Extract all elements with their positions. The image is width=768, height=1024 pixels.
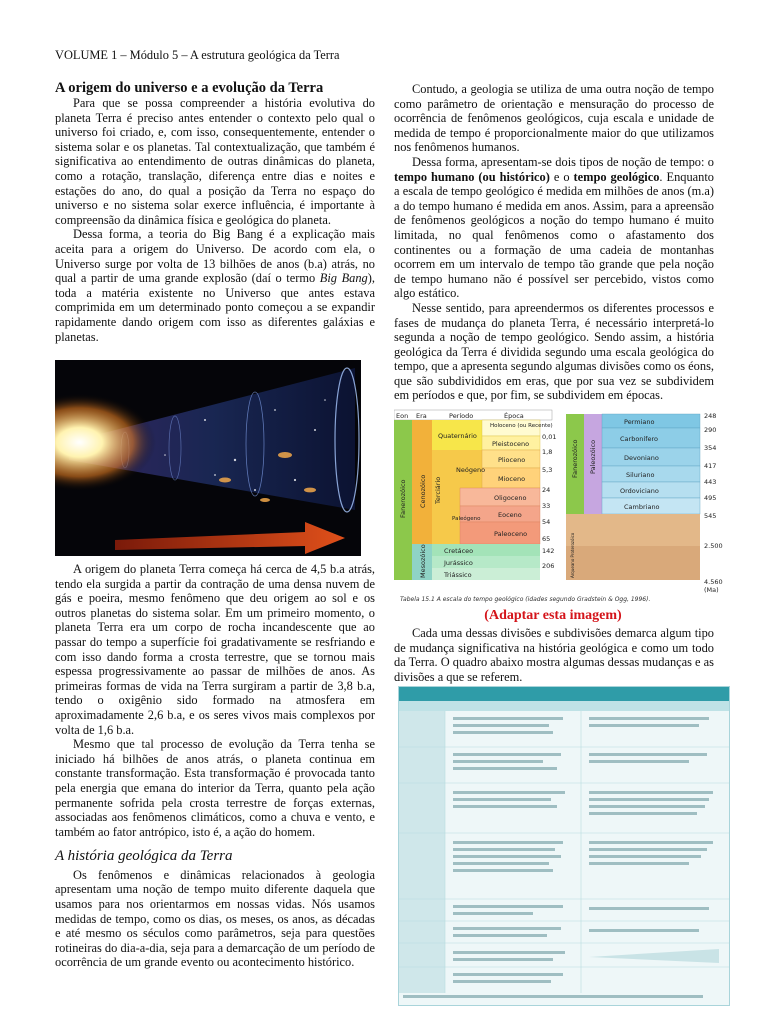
age-label: 54 xyxy=(542,518,551,526)
age-label: 545 xyxy=(704,512,717,520)
period-ordovician: Ordoviciano xyxy=(620,487,659,495)
period-carboniferous: Carbonífero xyxy=(620,435,659,443)
epoch-miocene: Mioceno xyxy=(498,475,526,483)
section-title-geologic-history: A história geológica da Terra xyxy=(55,848,233,865)
age-label: 417 xyxy=(704,462,717,470)
epoch-holocene: Holoceno (ou Recente) xyxy=(490,423,553,429)
left-column xyxy=(55,96,375,344)
left-column-lower xyxy=(55,562,375,970)
geologic-time-table xyxy=(394,408,734,604)
adapt-image-note: (Adaptar esta imagem) xyxy=(484,608,622,623)
table-caption: Tabela 15.1 A escala do tempo geológico (idades segundo Gradstein & Ogg, 1996). xyxy=(400,596,651,603)
paragraph-time-types: Dessa forma, apresentam-se dois tipos de noção de tempo: o tempo humano (ou histórico) e o tempo geológico. Enquanto a escala de tempo geológico é medida em milhões de anos (m.a) a do tempo humano é medida em anos. Assim, para a apreensão de fenômenos geológicos a noção do tempo humano é muito limitada, no qual fenômenos como o afastamento dos continentes ou a formação de uma cadeia de montanhas ocorrem em um intervalo de tempo tão grande que pela noção de tempo humano não é possível ser percebido, vistos como algo estático. xyxy=(394,154,714,301)
age-label: 495 xyxy=(704,494,717,502)
period-devonian: Devoniano xyxy=(624,454,659,462)
paragraph-big-bang: Dessa forma, a teoria do Big Bang é a explicação mais aceita para a origem do Universo. De acordo com ela, o Universo surge por volta de 13 bilhões de anos (b.a) atrás, no qual a partir de uma grande explosão (daí o termo Big Bang), toda a matéria existente no Universo que antes estava comprimida em um determinado ponto começou a se expandir rapidamente dando origem com isso as diferentes galáxias e planetas. xyxy=(55,227,375,344)
precambrian-label: Arqueano Proterozóico xyxy=(570,532,575,578)
paragraph: Cada uma dessas divisões e subdivisões demarca algum tipo de mudança significativa na história geológica e como um todo da Terra. O quadro abaixo mostra algumas dessas mudanças e as divisões a que se referem. xyxy=(394,626,714,684)
epoch-oligocene: Oligoceno xyxy=(494,494,527,502)
era-cenozoic: Cenozóico xyxy=(419,474,427,508)
epoch-pleistocene: Pleistoceno xyxy=(492,440,530,448)
eon-right-label: Fanerozóico xyxy=(571,439,579,478)
right-column-lower xyxy=(394,626,714,684)
geologic-eras-summary-table xyxy=(398,686,730,1006)
era-mesozoic: Mesozóico xyxy=(419,544,427,578)
period-neogene: Neógeno xyxy=(456,466,486,474)
right-column xyxy=(394,52,714,403)
paragraph: Contudo, a geologia se utiliza de uma outra noção de tempo como parâmetro de orientação e mensuração do processo de ocorrência de fenômenos geológicos, cuja escala e unidade de medida de tempo é proporcionalmente maior do que utilizamos nos fenômenos humanos. xyxy=(394,82,714,155)
period-quaternary: Quaternário xyxy=(438,432,477,440)
paragraph: A origem do planeta Terra começa há cerca de 4,5 b.a atrás, tendo ela surgida a partir da contração de uma densa nuvem de gás e poeira, mesmo fenômeno que deu origem ao sol e os outros planetas do sistema solar. Em um primeiro momento, o planeta Terra era um corpo de rocha incandescente que ao passar do tempo a superfície foi gradativamente se resfriando e com isso dando forma a crosta terrestre, que se tornou mais espessa progressivamente ao passar de milhões de anos. As primeiras formas de vida na Terra surgiram a partir de 3,8 b.a, tendo o oxigênio sido formado na atmosfera em aproximadamente 2,6 b.a, e os seres vivos mais complexos por volta de 1,6 b.a. xyxy=(55,562,375,737)
paragraph: Para que se possa compreender a história evolutiva do planeta Terra é preciso antes entender o contexto pelo qual o universo foi criado, e, com isso, consequentemente, entender o sistema solar e os planetas. Tal contextualização, que também é significativa ao entendimento de outras dinâmicas do planeta, como a rotação, translação, diferença entre dias e noites e estações do ano, do qual a posição da Terra no espaço do universo e no sistema solar exerce influência, é importante à compreensão da dinâmica física e geológica do planeta. xyxy=(55,96,375,227)
epoch-pliocene: Plioceno xyxy=(498,456,526,464)
epoch-eocene: Eoceno xyxy=(498,511,522,519)
period-silurian: Siluriano xyxy=(626,471,655,479)
age-label: 443 xyxy=(704,478,717,486)
paragraph: Mesmo que tal processo de evolução da Terra tenha se iniciado há bilhões de anos atrás, o planeta continua em constante transformação. Esta transformação é provocada tanto pela energia que emana do interior da Terra, quanto pela ação permanente sofrida pela crosta terrestre de forças externas, associadas aos fenômenos climáticos, como a chuva e vento, e também ao fator antrópico, isto é, a ação do homem. xyxy=(55,737,375,839)
header-period: Período xyxy=(449,412,474,420)
age-label: 354 xyxy=(704,444,717,452)
age-label: 65 xyxy=(542,535,551,543)
eon-label: Fanerozóico xyxy=(399,479,407,518)
age-label: 5,3 xyxy=(542,466,553,474)
age-label: 290 xyxy=(704,426,717,434)
period-cretaceous: Cretáceo xyxy=(444,547,474,555)
age-label: 206 xyxy=(542,562,555,570)
epoch-paleocene: Paleoceno xyxy=(494,530,528,538)
age-label: 24 xyxy=(542,486,551,494)
period-permian: Permiano xyxy=(624,418,655,426)
age-label: 0,01 xyxy=(542,433,557,441)
era-paleozoic: Paleozóico xyxy=(589,439,597,474)
period-triassic: Triássico xyxy=(444,571,472,579)
age-label: 142 xyxy=(542,547,555,555)
header-era: Era xyxy=(416,412,427,420)
big-bang-illustration xyxy=(55,360,361,556)
age-label: 248 xyxy=(704,412,717,420)
header-eon: Eon xyxy=(396,412,409,420)
age-label: 1,8 xyxy=(542,448,553,456)
header-epoch: Época xyxy=(504,412,524,420)
section-title-origin: A origem do universo e a evolução da Terra xyxy=(55,80,324,96)
age-label: 33 xyxy=(542,502,551,510)
paragraph: Os fenômenos e dinâmicas relacionados à geologia apresentam uma noção de tempo muito diferente daquela que usamos para nos orientarmos em nossas vidas. Nós usamos medidas de tempo, como os dias, os meses, os anos, as décadas e até mesmo os séculos como parâmetros, seja para questões rotineiras do dia-a-dia, seja para a demarcação de um período de ocorrência de um grande evento ou acontecimento histórico. xyxy=(55,867,375,970)
age-label: 4.560 xyxy=(704,578,723,586)
page-header: VOLUME 1 – Módulo 5 – A estrutura geológica da Terra xyxy=(55,48,340,62)
period-jurassic: Jurássico xyxy=(444,559,473,567)
age-unit: (Ma) xyxy=(704,586,719,594)
period-paleogene: Paleógeno xyxy=(452,516,481,522)
period-tertiary: Terciário xyxy=(434,476,442,504)
age-label: 2.500 xyxy=(704,542,723,550)
paragraph: Nesse sentido, para apreendermos os diferentes processos e fases de mudança do planeta Terra, é necessário interpretá-lo segunda a noção de tempo geológico. Sendo assim, a história geológica da Terra é dividida segundo uma escala geológica do tempo, que a apresenta segundo algumas divisões como os éons, que são subdivididos em eras, que por sua vez se subdividem em períodos e que, por fim, se subdividem em épocas. xyxy=(394,300,714,403)
period-cambrian: Cambriano xyxy=(624,503,660,511)
